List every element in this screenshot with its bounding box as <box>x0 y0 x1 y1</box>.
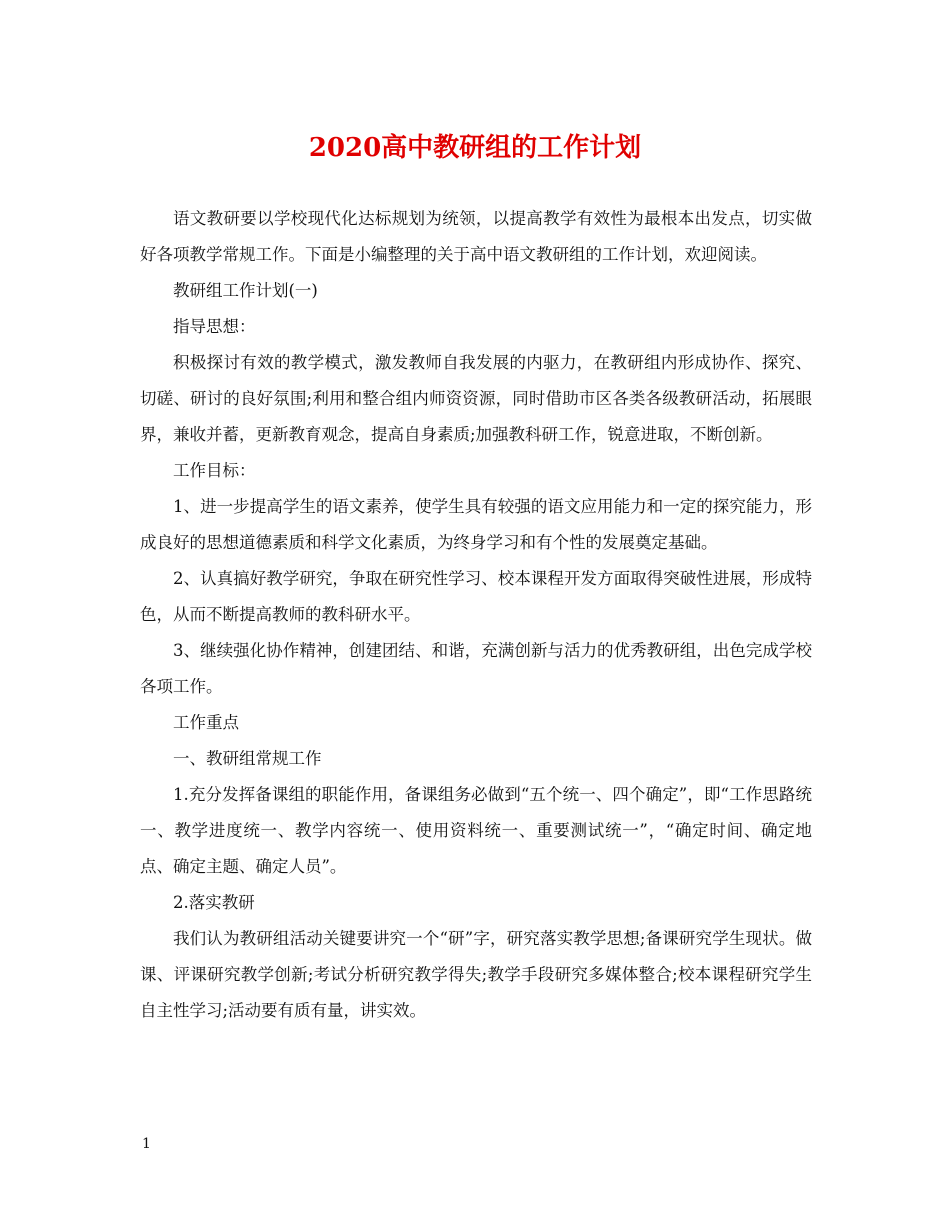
paragraph-goal-1: 1、进一步提高学生的语文素养，使学生具有较强的语文应用能力和一定的探究能力，形成良好的思想道德素质和科学文化素质，为终身学习和有个性的发展奠定基础。 <box>140 497 812 552</box>
paragraph-routine-heading: 一、教研组常规工作 <box>173 749 322 768</box>
paragraph-routine-2-heading: 2.落实教研 <box>173 893 255 912</box>
paragraph-routine-1: 1.充分发挥备课组的职能作用，备课组务必做到“五个统一、四个确定”，即“工作思路统一、教学进度统一、教学内容统一、使用资料统一、重要测试统一”，“确定时间、确定地点、确定主题、确定人员”。 <box>140 785 812 876</box>
paragraph-goal-2: 2、认真搞好教学研究，争取在研究性学习、校本课程开发方面取得突破性进展，形成特色，从而不断提高教师的教科研水平。 <box>140 569 812 624</box>
paragraph-guiding-heading: 指导思想： <box>173 317 256 336</box>
document-body <box>140 201 812 1029</box>
paragraph-goal-3: 3、继续强化协作精神，创建团结、和谐，充满创新与活力的优秀教研组，出色完成学校各项工作。 <box>140 641 812 696</box>
paragraph-focus-heading: 工作重点 <box>173 713 239 732</box>
paragraph-goals-heading: 工作目标： <box>173 461 256 480</box>
paragraph-plan-heading: 教研组工作计划(一) <box>173 281 318 300</box>
paragraph-routine-2-text: 我们认为教研组活动关键要讲究一个“研”字，研究落实教学思想;备课研究学生现状。做课、评课研究教学创新;考试分析研究教学得失;教学手段研究多媒体整合;校本课程研究学生自主性学习;活动要有质有量，讲实效。 <box>140 929 812 1020</box>
paragraph-intro: 语文教研要以学校现代化达标规划为统领，以提高教学有效性为最根本出发点，切实做好各项教学常规工作。下面是小编整理的关于高中语文教研组的工作计划，欢迎阅读。 <box>140 209 812 264</box>
document-title: 2020高中教研组的工作计划 <box>308 133 642 163</box>
page-number: 1 <box>142 1136 151 1152</box>
paragraph-guiding-text: 积极探讨有效的教学模式，激发教师自我发展的内驱力，在教研组内形成协作、探究、切磋、研讨的良好氛围;利用和整合组内师资资源，同时借助市区各类各级教研活动，拓展眼界，兼收并蓄，更新教育观念，提高自身素质;加强教科研工作，锐意进取，不断创新。 <box>140 353 812 444</box>
